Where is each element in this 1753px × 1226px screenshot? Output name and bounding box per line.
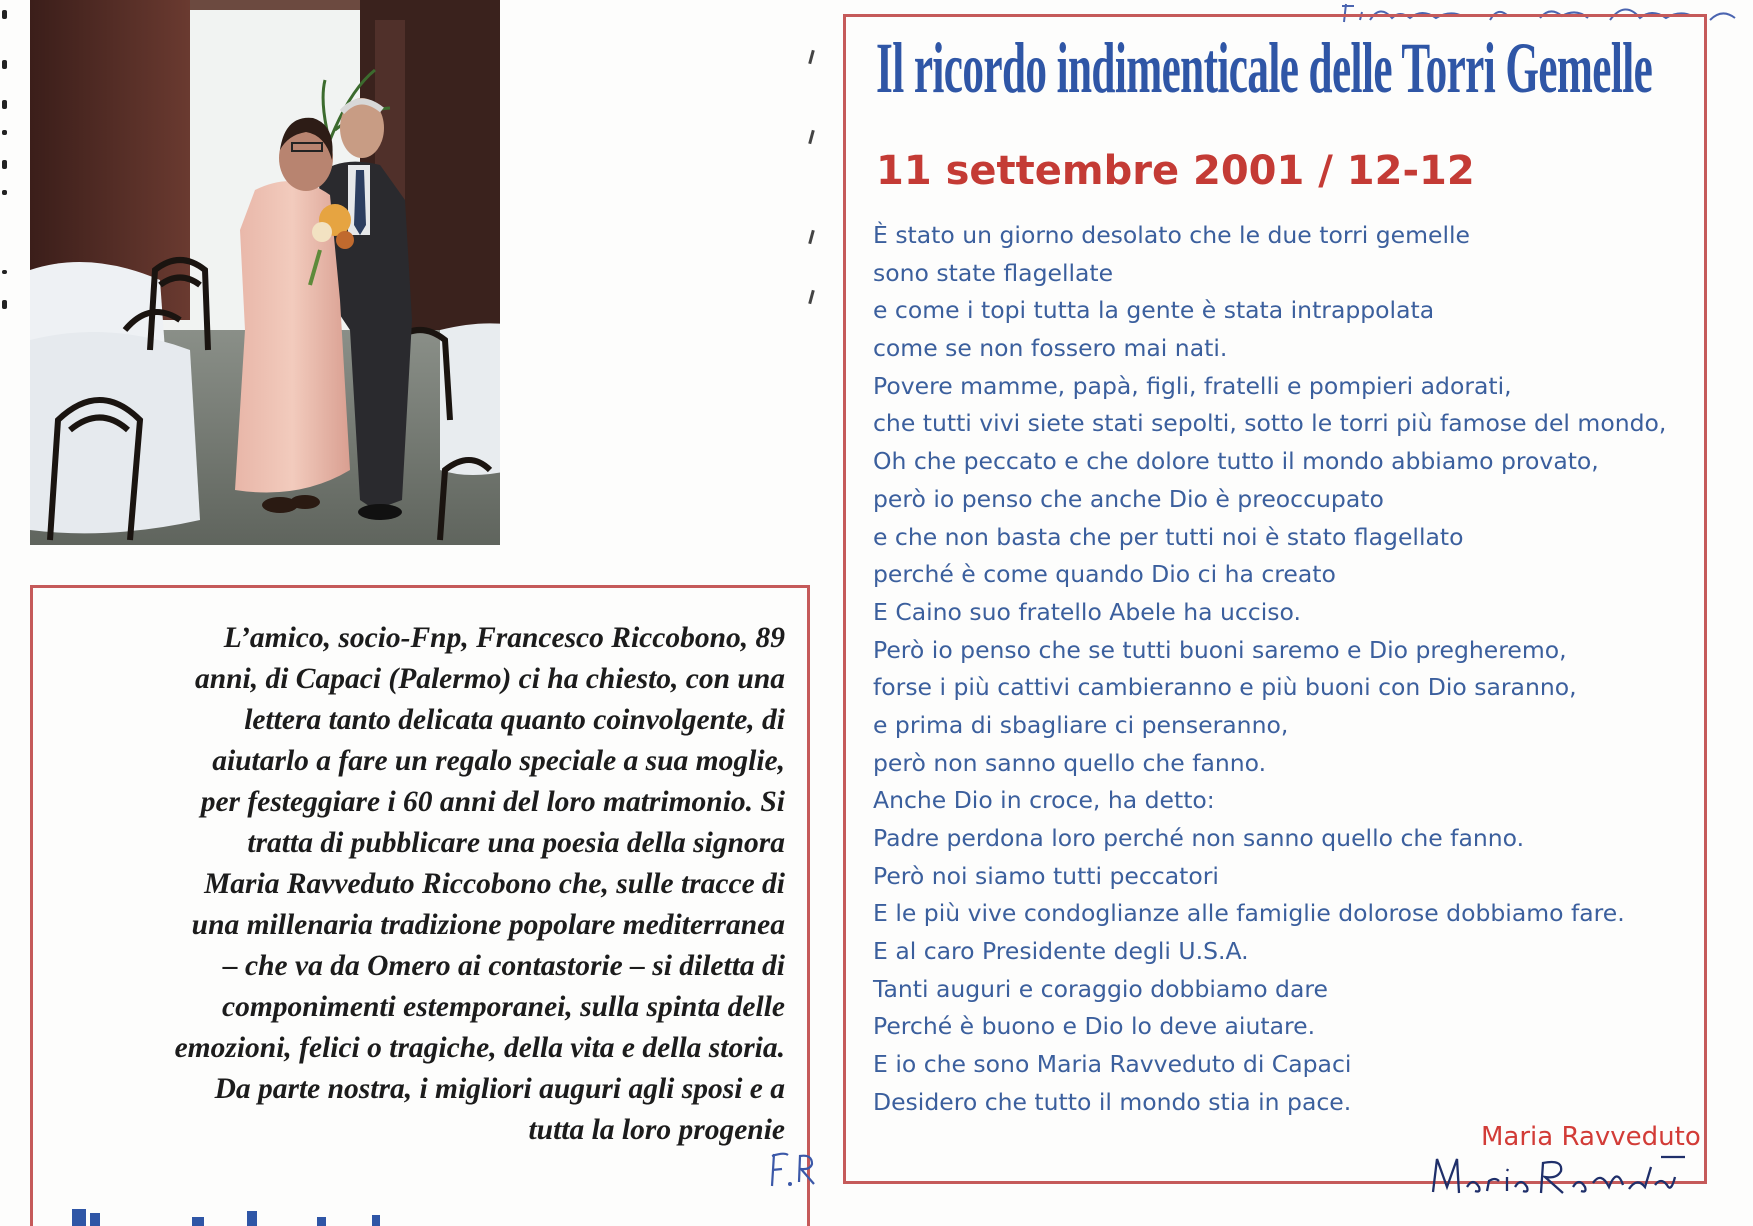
poem-line: Povere mamme, papà, figli, fratelli e pompieri adorati,	[873, 371, 1512, 400]
poem-date: 11 settembre 2001 / 12-12	[876, 148, 1475, 194]
poem-line: Desidero che tutto il mondo stia in pace.	[873, 1087, 1352, 1116]
poem-line: però non sanno quello che fanno.	[873, 748, 1267, 777]
poem-box	[843, 14, 1707, 1184]
couple-photo	[30, 0, 512, 557]
poem-line: e che non basta che per tutti noi è stato flagellato	[873, 522, 1464, 551]
handwritten-signature	[1423, 1147, 1693, 1207]
poem-line: Però io penso che se tutti buoni saremo e Dio pregheremo,	[873, 635, 1567, 664]
poem-line: come se non fossero mai nati.	[873, 334, 1228, 363]
poem-line: Padre perdona loro perché non sanno quello che fanno.	[873, 824, 1525, 852]
intro-article-box	[30, 585, 810, 1226]
poem-line: e prima di sbagliare ci penseranno,	[873, 710, 1289, 739]
poem-line: Però noi siamo tutti peccatori	[873, 861, 1219, 890]
next-article-fragment	[72, 1203, 452, 1226]
poem-title: Il ricordo indimenticale delle Torri Gemelle	[876, 28, 1653, 108]
poem-line: È stato un giorno desolato che le due torri gemelle	[873, 221, 1470, 249]
poem-line: Anche Dio in croce, ha detto:	[873, 786, 1215, 815]
poem-line: sono state flagellate	[873, 258, 1114, 287]
poem-line: e come i topi tutta la gente è stata intrappolata	[873, 296, 1435, 325]
page-edge-marks	[0, 0, 14, 320]
poem-line: che tutti vivi siete stati sepolti, sotto le torri più famose del mondo,	[873, 409, 1667, 438]
poem-author: Maria Ravveduto	[1481, 1122, 1701, 1152]
poem-line: E al caro Presidente degli U.S.A.	[873, 937, 1249, 966]
column-gap-marks	[808, 40, 818, 300]
poem-line: E le più vive condoglianze alle famiglie dolorose dobbiamo fare.	[873, 899, 1625, 928]
poem-line: Perché è buono e Dio lo deve aiutare.	[873, 1012, 1316, 1041]
poem-lines	[873, 217, 1693, 1122]
poem-line: E io che sono Maria Ravveduto di Capaci	[873, 1050, 1352, 1079]
poem-line: Oh che peccato e che dolore tutto il mondo abbiamo provato,	[873, 447, 1599, 476]
poem-line: perché è come quando Dio ci ha creato	[873, 560, 1336, 589]
poem-line: E Caino suo fratello Abele ha ucciso.	[873, 597, 1301, 626]
poem-line: Tanti auguri e coraggio dobbiamo dare	[873, 974, 1328, 1003]
initials-handwriting	[766, 1146, 826, 1191]
poem-line: forse i più cattivi cambieranno e più buoni con Dio saranno,	[873, 673, 1577, 702]
poem-line: però io penso che anche Dio è preoccupato	[873, 484, 1384, 513]
intro-paragraph: L’amico, socio-Fnp, Francesco Riccobono, 89 anni, di Capaci (Palermo) ci ha chiesto, con una lettera tanto delicata quanto coinvolgente, di aiutarlo a fare un regalo speciale a sua moglie, per festeggiare i 60 anni del loro matrimonio. Si tratta di pubblicare una poesia della signora Maria Ravveduto Riccobono che, sulle tracce di una millenaria tradizione popolare mediterranea – che va da Omero ai contastorie – si diletta di componimenti estemporanei, sulla spinta delle emozioni, felici o tragiche, della vita e della storia. Da parte nostra, i migliori auguri agli sposi e a tutta la loro progenie	[174, 622, 785, 1146]
